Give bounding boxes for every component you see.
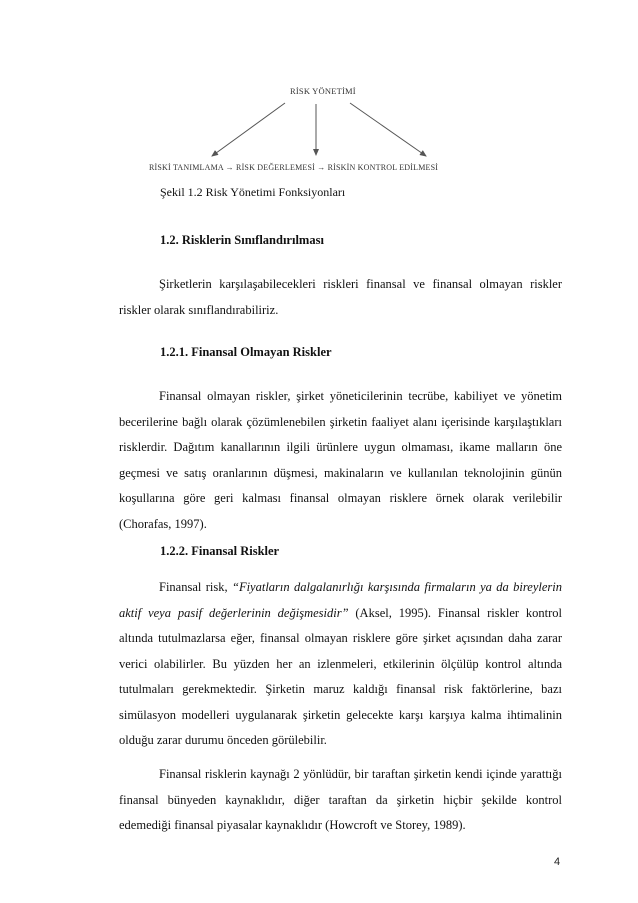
section-heading-non-financial: 1.2.1. Finansal Olmayan Riskler: [160, 345, 332, 359]
section-heading-financial: 1.2.2. Finansal Riskler: [160, 544, 280, 558]
arrow-left: [212, 103, 285, 156]
section-heading-classification: 1.2. Risklerin Sınıflandırılması: [160, 233, 324, 247]
paragraph-financial-sources: Finansal risklerin kaynağı 2 yönlüdür, bir taraftan şirketin kendi içinde yarattığı finansal bünyeden kaynaklıdır, diğer taraftan da şirketin hiçbir şekilde kontrol edemediği finansal piyasalar kaynaklıdır (Howcroft ve Storey, 1989).: [119, 767, 562, 832]
paragraph-financial: [119, 575, 562, 754]
paragraph-non-financial: Finansal olmayan riskler, şirket yöneticilerinin tecrübe, kabiliyet ve yönetim becerilerine bağlı olarak çözümlenebilen şirketin faaliyet alanı içerisinde karşılaştıkları risklerdir. Dağıtım kanallarının ilgili ürünlere uygun olmaması, ikame malların öne geçmesi ve satış oranlarının düşmesi, makinaların ve kullanılan teknolojinin günün koşullarına göre geri kalması finansal olmayan risklere örnek olarak verilebilir (Chorafas, 1997).: [119, 389, 562, 531]
paragraph-financial-rest: (Aksel, 1995). Finansal riskler kontrol altında tutulmazlarsa eğer, finansal olmayan risklere göre şirket açısından daha zarar verici olabilirler. Bu yüzden her an izlenmeleri, etkilerinin ölçülüp kontrol altında tutulmaları gerekmektedir. Şirketin maruz kaldığı finansal risk faktörlerine, bazı simülasyon modelleri uygulanarak şirketin gelecekte karşı karşıya kalma ihtimalinin olduğu zarar durumu önceden görülebilir.: [119, 605, 563, 747]
paragraph-classification: Şirketlerin karşılaşabilecekleri riskleri finansal ve finansal olmayan riskler riskler olarak sınıflandırabiliriz.: [119, 277, 562, 317]
paragraph-financial-lead: Finansal risk,: [159, 580, 232, 594]
page-number: 4: [554, 856, 561, 868]
diagram-top-label: RİSK YÖNETİMİ: [290, 86, 356, 96]
figure-caption: Şekil 1.2 Risk Yönetimi Fonksiyonları: [160, 185, 346, 199]
diagram-bottom-label: RİSKİ TANIMLAMA → RİSK DEĞERLEMESİ → RİSKİN KONTROL EDİLMESİ: [149, 163, 439, 172]
paragraph-financial-quote: “Fiyatların dalgalanırlığı karşısında firmaların ya da bireylerin aktif veya pasif değerlerinin değişmesidir”: [119, 580, 562, 620]
risk-management-diagram: [0, 0, 638, 185]
arrow-right: [350, 103, 426, 156]
